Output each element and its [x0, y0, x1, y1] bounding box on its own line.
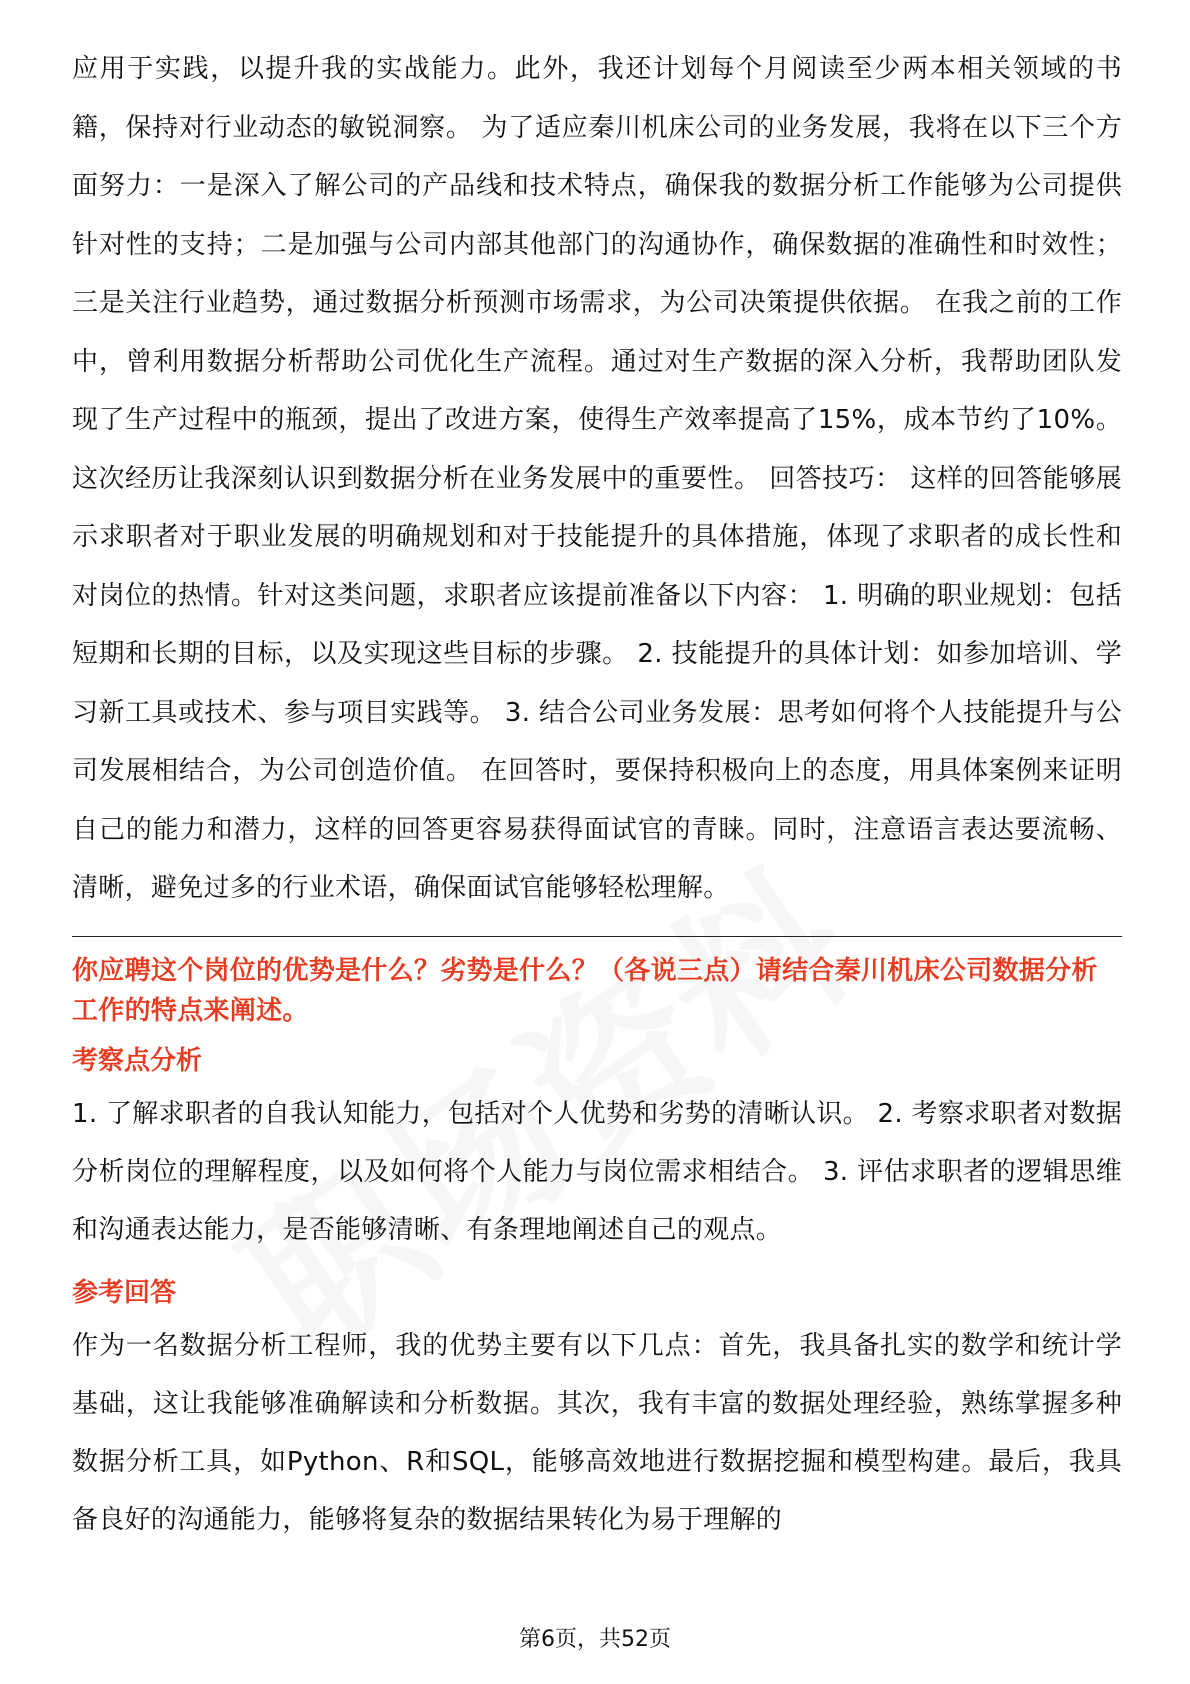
document-page: [72, 40, 1122, 1549]
page-number: 第6页，共52页: [519, 1627, 671, 1652]
analysis-heading: 考察点分析: [72, 1045, 203, 1076]
reference-heading: 参考回答: [72, 1277, 177, 1308]
section-divider: [72, 936, 1122, 937]
interview-question: 你应聘这个岗位的优势是什么？劣势是什么？（各说三点）请结合秦川机床公司数据分析工作的特点来阐述。: [72, 955, 1098, 1026]
intro-paragraph: 应用于实践，以提升我的实战能力。此外，我还计划每个月阅读至少两本相关领域的书籍，保持对行业动态的敏锐洞察。 为了适应秦川机床公司的业务发展，我将在以下三个方面努力：一是深入了解公司的产品线和技术特点，确保我的数据分析工作能够为公司提供针对性的支持；二是加强与公司内部其他部门的沟通协作，确保数据的准确性和时效性；三是关注行业趋势，通过数据分析预测市场需求，为公司决策提供依据。 在我之前的工作中，曾利用数据分析帮助公司优化生产流程。通过对生产数据的深入分析，我帮助团队发现了生产过程中的瓶颈，提出了改进方案，使得生产效率提高了15%，成本节约了10%。这次经历让我深刻认识到数据分析在业务发展中的重要性。 回答技巧： 这样的回答能够展示求职者对于职业发展的明确规划和对于技能提升的具体措施，体现了求职者的成长性和对岗位的热情。针对这类问题，求职者应该提前准备以下内容： 1. 明确的职业规划：包括短期和长期的目标，以及实现这些目标的步骤。 2. 技能提升的具体计划：如参加培训、学习新工具或技术、参与项目实践等。 3. 结合公司业务发展：思考如何将个人技能提升与公司发展相结合，为公司创造价值。 在回答时，要保持积极向上的态度，用具体案例来证明自己的能力和潜力，这样的回答更容易获得面试官的青睐。同时，注意语言表达要流畅、清晰，避免过多的行业术语，确保面试官能够轻松理解。: [72, 54, 1122, 903]
reference-paragraph: 作为一名数据分析工程师，我的优势主要有以下几点：首先，我具备扎实的数学和统计学基础，这让我能够准确解读和分析数据。其次，我有丰富的数据处理经验，熟练掌握多种数据分析工具，如Python、R和SQL，能够高效地进行数据挖掘和模型构建。最后，我具备良好的沟通能力，能够将复杂的数据结果转化为易于理解的: [72, 1330, 1122, 1535]
analysis-paragraph: 1. 了解求职者的自我认知能力，包括对个人优势和劣势的清晰认识。 2. 考察求职者对数据分析岗位的理解程度，以及如何将个人能力与岗位需求相结合。 3. 评估求职者的逻辑思维和沟通表达能力，是否能够清晰、有条理地阐述自己的观点。: [72, 1098, 1122, 1245]
